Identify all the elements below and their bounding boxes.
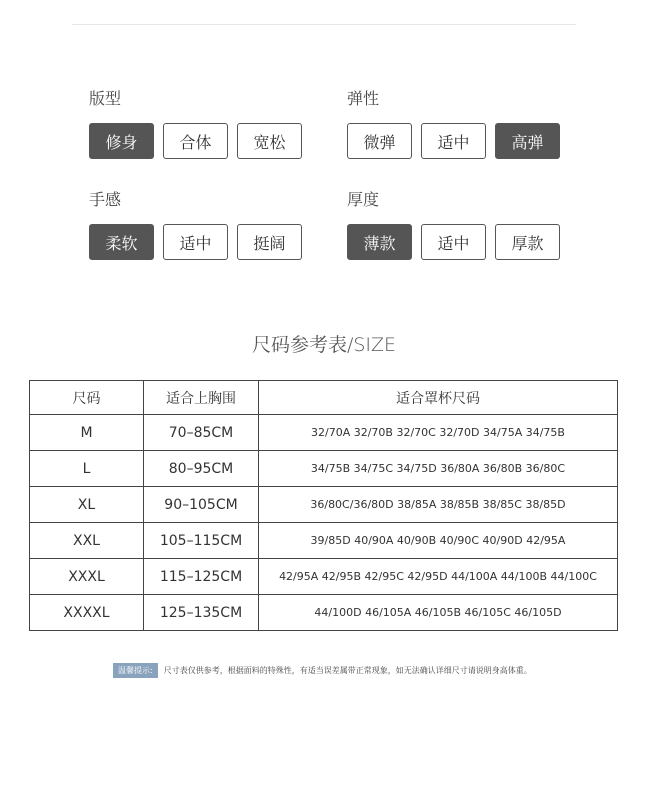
option-slim: 修身 [89,123,154,159]
elasticity-options [347,123,560,159]
option-stiff: 挺阔 [237,224,302,260]
fit-options [89,123,302,159]
feel-title: 手感 [89,190,122,209]
bust-cell: 105–115CM [144,523,259,559]
bust-cell: 80–95CM [144,451,259,487]
tip-badge: 温馨提示: [113,663,158,678]
size-cell: L [30,451,144,487]
size-cell: XXL [30,523,144,559]
table-row [30,559,618,595]
thickness-options [347,224,560,260]
header-size: 尺码 [30,381,144,415]
elasticity-title: 弹性 [347,89,380,108]
fit-title: 版型 [89,89,122,108]
tip-note [113,663,532,678]
option-high-stretch: 高弹 [495,123,560,159]
bust-cell: 125–135CM [144,595,259,631]
bust-cell: 70–85CM [144,415,259,451]
top-divider [72,24,576,25]
option-thick: 厚款 [495,224,560,260]
size-cell: XXXL [30,559,144,595]
table-header-row [30,381,618,415]
cup-cell: 34/75B 34/75C 34/75D 36/80A 36/80B 36/80C [259,451,618,487]
option-soft: 柔软 [89,224,154,260]
feel-options [89,224,302,260]
size-cell: XXXXL [30,595,144,631]
table-row [30,487,618,523]
option-medium-stretch: 适中 [421,123,486,159]
tip-text: 尺寸表仅供参考，根据面料的特殊性，有适当误差属带正常现象，如无法确认详细尺寸请说明身高体重。 [163,666,532,675]
size-chart-title: 尺码参考表/SIZE [251,334,397,356]
option-thin: 薄款 [347,224,412,260]
cup-cell: 44/100D 46/105A 46/105B 46/105C 46/105D [259,595,618,631]
bust-cell: 90–105CM [144,487,259,523]
option-regular: 合体 [163,123,228,159]
table-row [30,523,618,559]
option-medium-feel: 适中 [163,224,228,260]
option-loose: 宽松 [237,123,302,159]
cup-cell: 42/95A 42/95B 42/95C 42/95D 44/100A 44/100B 44/100C [259,559,618,595]
cup-cell: 32/70A 32/70B 32/70C 32/70D 34/75A 34/75B [259,415,618,451]
header-bust: 适合上胸围 [144,381,259,415]
size-cell: XL [30,487,144,523]
table-row [30,451,618,487]
option-medium-thickness: 适中 [421,224,486,260]
option-slight-stretch: 微弹 [347,123,412,159]
thickness-title: 厚度 [347,190,380,209]
table-row [30,595,618,631]
cup-cell: 36/80C/36/80D 38/85A 38/85B 38/85C 38/85D [259,487,618,523]
header-cup-size: 适合罩杯尺码 [259,381,618,415]
size-table [29,380,618,631]
table-row [30,415,618,451]
cup-cell: 39/85D 40/90A 40/90B 40/90C 40/90D 42/95A [259,523,618,559]
size-cell: M [30,415,144,451]
bust-cell: 115–125CM [144,559,259,595]
